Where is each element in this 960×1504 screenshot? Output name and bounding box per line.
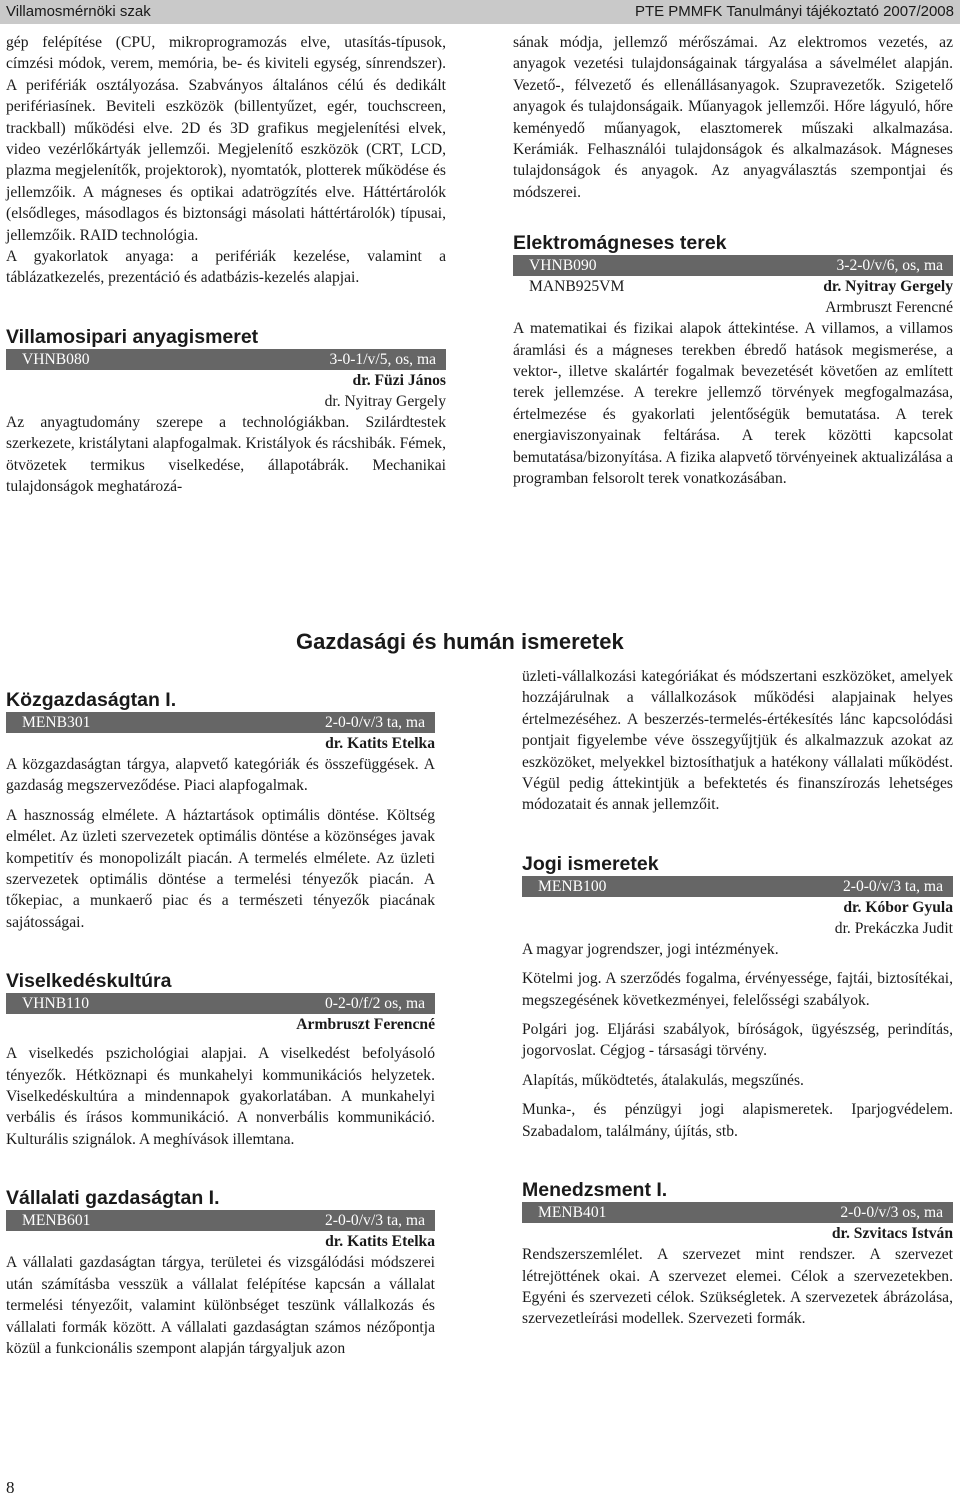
course-description: A közgazdaságtan tárgya, alapvető kategóriák és összefüggések. A gazdaság megszerveződése. Piaci alapfogalmak.: [6, 756, 435, 795]
course-teacher: dr. Katits Etelka: [325, 735, 435, 752]
course-credit: 0-2-0/f/2 os, ma: [324, 995, 425, 1013]
course-credit: 3-2-0/v/6, os, ma: [836, 257, 943, 275]
course-teacher: dr. Nyitray Gergely: [823, 278, 953, 296]
course-title: Villamosipari anyagismeret: [6, 325, 259, 348]
top-right-column: [513, 32, 953, 490]
continued-paragraph: sának módja, jellemző mérőszámai. Az elektromos vezetés, az anyagok vezetési tulajdonságainak tárgyalása a sávelmélet alapján. Vezető-, félvezető és ellenállásanyagok. Szupravezetők. Szigetelő anyagok és tulajdonságaik. Műanyagok jellemzői. Hőre lágyuló, hőre keményedő műanyagok, elasztomerek műszaki alkalmazása. Kerámiák. Felhasználói tulajdonságok és alkalmazások. Mágneses tulajdonságok és anyagok. Az anyagválasztás szempontjai és módszerei.: [513, 34, 953, 201]
continued-paragraph: üzleti-vállalkozási kategóriákat és módszertani eszközöket, amelyek hozzájárulnak a vállalkozások működési alapjainak helyes értelmezéséhez. A beszerzés-termelés-értékesítés lánc kapcsolódási pontjait figyelembe véve összegyűjtjük és alkalmazzuk azokat az eszközöket, melyekkel biztosíthatjuk a hatékony vállalati működést. Végül pedig áttekintjük a befektetés és finanszírozás lehetséges módozatait és annak jellemzőit.: [522, 668, 953, 814]
course-description: A hasznosság elmélete. A háztartások optimális döntése. Költség elmélet. Az üzleti szervezetek optimális döntése a közönséges javak kompetitív és monopolizált piacán. A termelés elmélete. Az üzleti szervezetek optimális döntése a termelési tényezők piacán. A tőkepiac, a munkaerő piac és a természeti tényezők piacának sajátosságai.: [6, 806, 435, 931]
course-description: A matematikai és fizikai alapok áttekintése. A villamos, a villamos áramlási és a mágneses terekben ébredő hatások megismerése, a vektor-, illetve skalártér fogalmak bevezetését követően az említett terek jellemzése. A terekre jellemző törvények megfogalmazása, értelmezése és gyakorlati jelentőségük bemutatása. A terek energiaviszonyainak feltárása. A terek közötti kapcsolat bemutatása/bizonyítása. A fizika alapvető törvényeinek aktualizálása a programban felsorolt terek vonatkozásában.: [513, 320, 953, 488]
course-credit: 3-0-1/v/5, os, ma: [329, 350, 436, 368]
course-title: Vállalati gazdaságtan I.: [6, 1187, 220, 1210]
course-teacher: Armbruszt Ferencné: [296, 1016, 435, 1034]
intro-paragraph-2: A gyakorlatok anyaga: a perifériák kezelése, valamint a táblázatkezelés, prezentáció és adatbázis-kezelés alapjai.: [6, 248, 446, 287]
course-description: A magyar jogrendszer, jogi intézmények.: [522, 940, 779, 958]
course-code-row: [513, 276, 953, 297]
course-code: MENB301: [22, 714, 91, 731]
course-code: MENB401: [538, 1204, 607, 1222]
intro-paragraph: gép felépítése (CPU, mikroprogramozás elve, utasítás-típusok, címzési módok, verem, memória, be- és kiviteli egység, sínrendszer). A perifériák osztályozása. Szabványos általános célú és dedikált perifériasínek. Beviteli eszközök (billentyűzet, egér, touchscreen, trackball) működési elve. 2D és 3D grafikus megjelenítési elvek, video vezérlőkártyák jellemzői. Megjelenítő eszközök (CRT, LCD, plazma megjelenítők, projektorok), nyomtatók, plotterek működése és jellemzőik. A mágneses és optikai adatrögzítés elve. Háttértárolók (elsődleges, másodlagos és biztonsági másolati háttértárolók) típusai, jellemzőik. RAID technológia.: [6, 34, 446, 244]
course-code: MENB601: [22, 1212, 91, 1230]
course-code-bar: [513, 255, 953, 276]
course-title: Jogi ismeretek: [522, 852, 659, 875]
course-teacher-secondary: dr. Prekáczka Judit: [834, 919, 953, 937]
course-code-bar: [6, 712, 435, 733]
course-title: Közgazdaságtan I.: [6, 689, 177, 711]
course-title: Viselkedéskultúra: [6, 970, 172, 993]
course-code: MENB100: [538, 877, 607, 895]
course-code: VHNB090: [529, 257, 597, 275]
course-description: A vállalati gazdaságtan tárgya, területei és vizsgálódási módszerei után számításba vesszük a vállalat felépítése kapcsán a vállalat termelési tényezőit, valamint különbséget teszünk vállalkozás és vállalati formák között. A vállalati gazdaságtan számos nézőpontja közül a funkcionális szempont alapján tárgyaljuk azon: [6, 1254, 435, 1357]
course-teacher: dr. Kóbor Gyula: [843, 898, 953, 916]
course-description: Az anyagtudomány szerepe a technológiákban. Szilárdtestek szerkezete, kristálytani alapfogalmak. Kristályok és rácshibák. Fémek, ötvözetek termikus viselkedése, állapotábrák. Mechanikai tulajdonságok meghatározá-: [6, 413, 446, 496]
bottom-left-column: [6, 688, 435, 1359]
course-description: Polgári jog. Eljárási szabályok, bíróságok, ügyészség, perindítás, jogorvoslat. Cégjog - társasági törvény.: [522, 1021, 953, 1060]
course-code-secondary: MANB925VM: [529, 278, 625, 296]
course-code: VHNB080: [22, 350, 90, 368]
page-number: 8: [6, 1478, 15, 1497]
course-teacher: dr. Füzi János: [352, 371, 446, 389]
page-header: [0, 0, 960, 24]
course-credit: 2-0-0/v/3 ta, ma: [324, 1212, 425, 1230]
course-credit: 2-0-0/v/3 ta, ma: [324, 714, 425, 731]
course-code-bar: [6, 349, 446, 370]
header-publication: PTE PMMFK Tanulmányi tájékoztató 2007/2008: [634, 3, 954, 20]
course-code-bar: [522, 1202, 953, 1223]
course-title: Menedzsment I.: [522, 1179, 668, 1202]
course-title: Elektromágneses terek: [513, 232, 727, 255]
course-credit: 2-0-0/v/3 ta, ma: [842, 877, 943, 895]
course-description: Alapítás, működtetés, átalakulás, megszűnés.: [522, 1071, 804, 1089]
course-code-bar: [6, 993, 435, 1014]
course-code-bar: [522, 876, 953, 897]
course-description: Rendszerszemlélet. A szervezet mint rendszer. A szervezet létrejöttének okai. A szervezet elemei. Célok a szervezetekben. Egyéni és szervezeti célok. Szükségletek. A szervezetek ábrázolása, szervezetleírási modellek. Szervezeti formák.: [522, 1246, 953, 1328]
course-description: Munka-, és pénzügyi jogi alapismeretek. Iparjogvédelem. Szabadalom, találmány, újítás, stb.: [522, 1101, 953, 1140]
course-code: VHNB110: [22, 995, 89, 1013]
header-program: Villamosmérnöki szak: [6, 3, 151, 20]
course-teacher-secondary: dr. Nyitray Gergely: [324, 392, 446, 410]
course-teacher-secondary: Armbruszt Ferencné: [825, 299, 953, 317]
course-teacher: dr. Katits Etelka: [325, 1233, 435, 1251]
course-description: A viselkedés pszichológiai alapjai. A viselkedést befolyásoló tényezők. Hétköznapi és munkahelyi kommunikációs helyzetek. Viselkedéskultúra a mindennapok gyakorlatában. A munkahelyi verbális és írásos kommunikáció. A nonverbális kommunikáció. Kulturális szignálok. A meghívások illemtana.: [6, 1045, 435, 1148]
bottom-right-column: [522, 666, 953, 1330]
course-code-bar: [6, 1210, 435, 1231]
course-credit: 2-0-0/v/3 os, ma: [840, 1204, 943, 1222]
part-title: Gazdasági és humán ismeretek: [296, 629, 624, 654]
course-teacher: dr. Szvitacs István: [831, 1225, 953, 1243]
top-left-column: [6, 32, 446, 498]
course-description: Kötelmi jog. A szerződés fogalma, érvényessége, fajtái, biztosítékai, megszegésének következményei, felelősségi szabályok.: [522, 970, 953, 1009]
